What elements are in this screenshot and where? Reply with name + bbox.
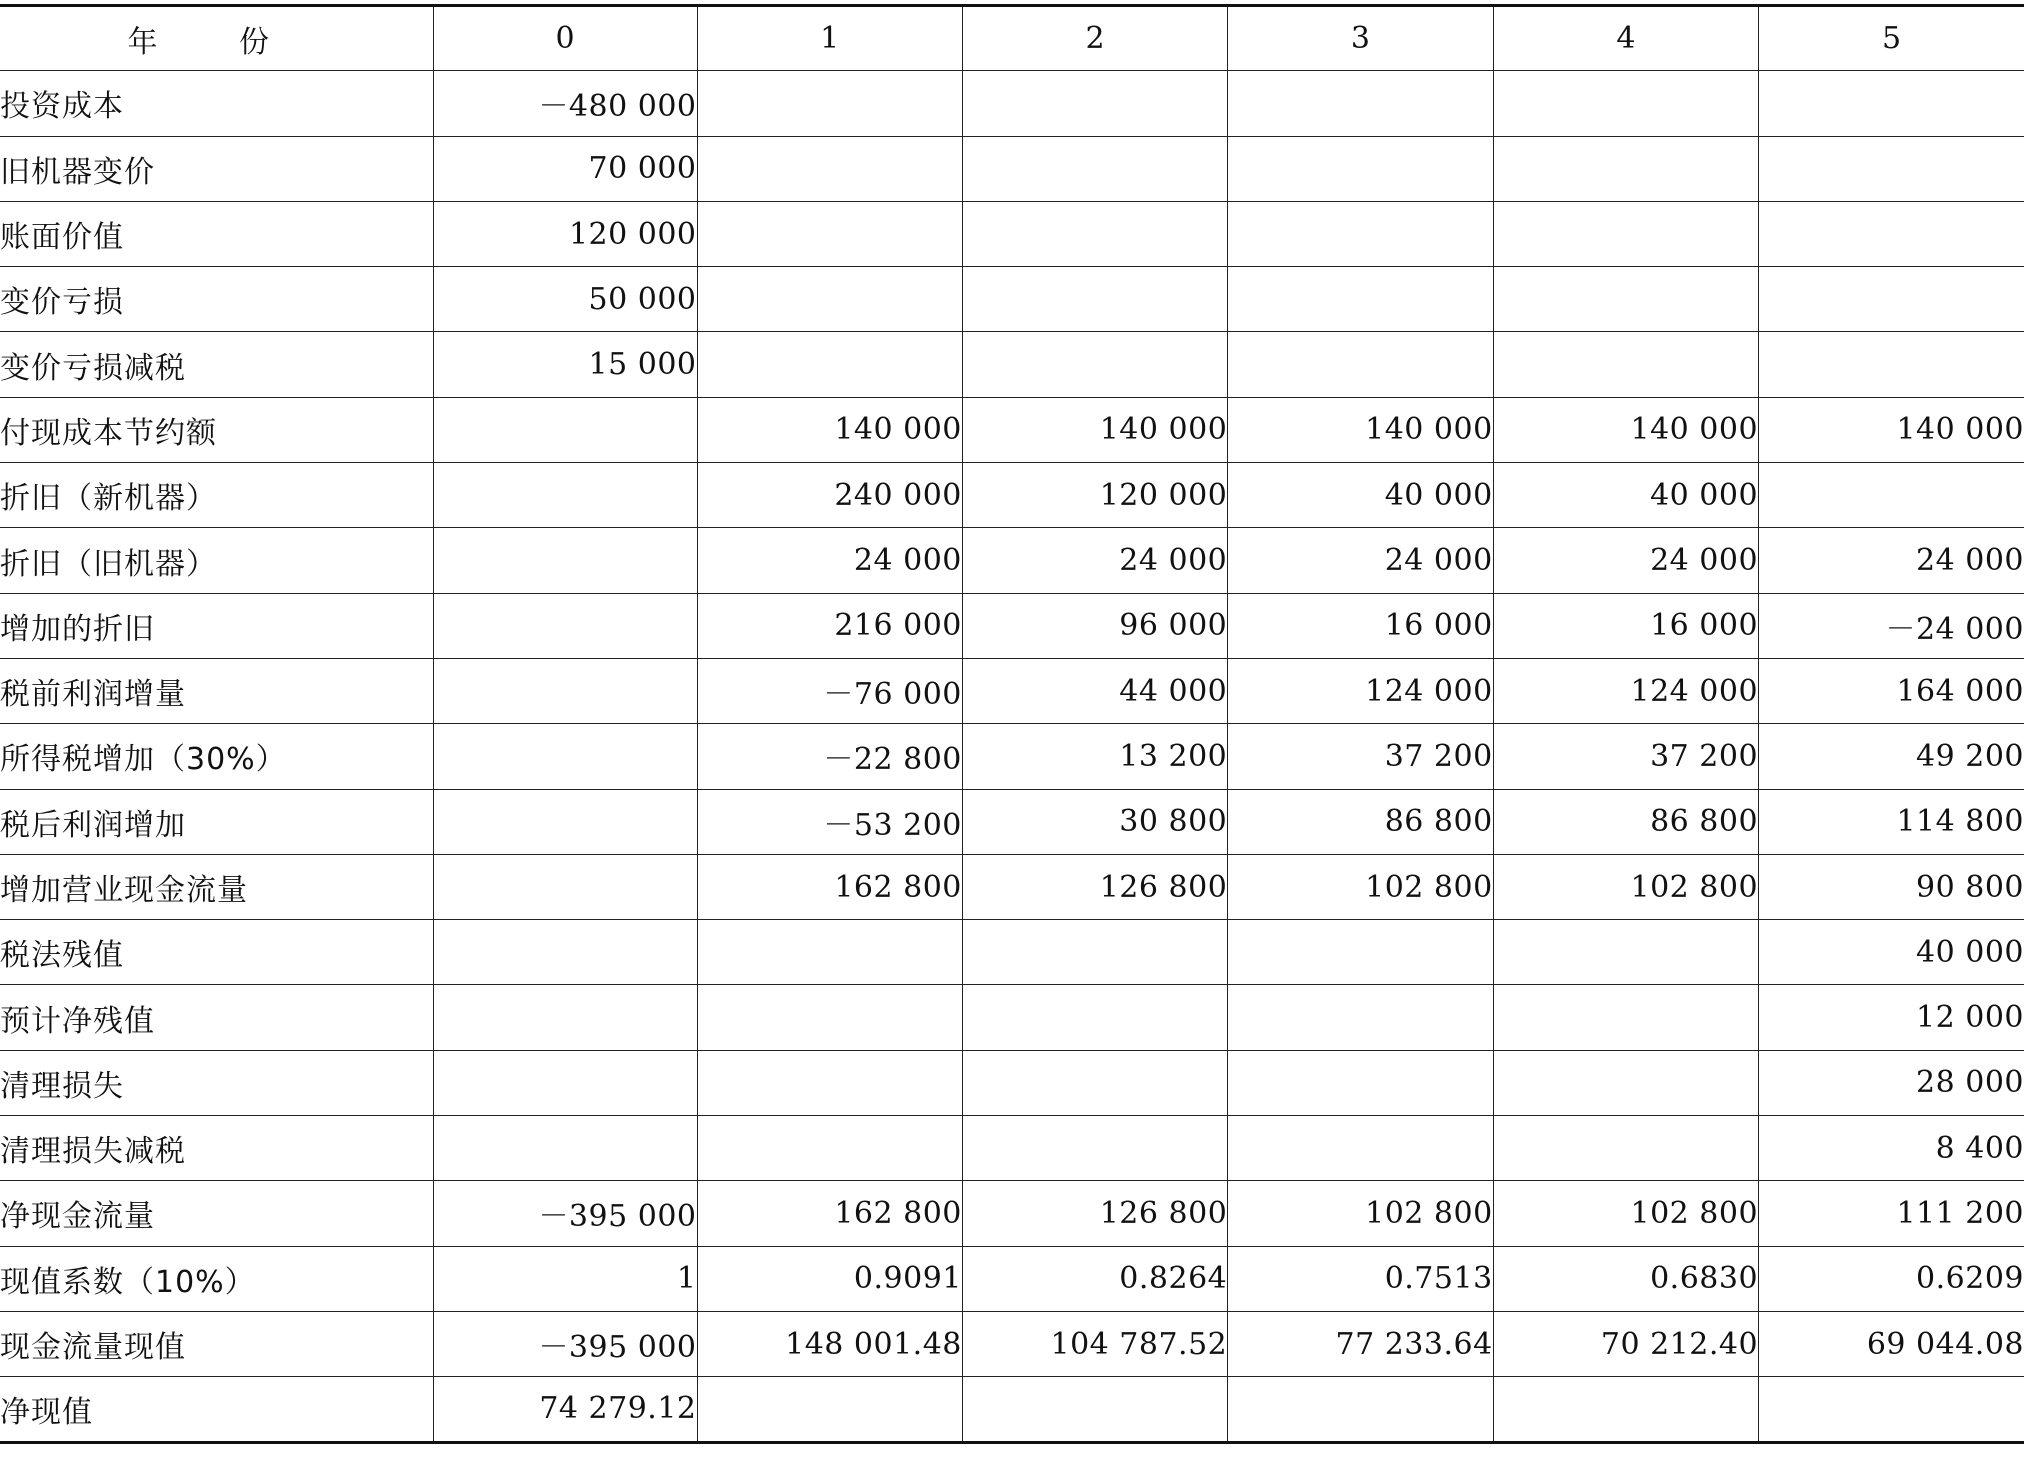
table-row [0,1181,2024,1246]
table-row [0,1311,2024,1376]
value-cell-year-5: 28 000 [1759,1050,2024,1115]
value-cell-year-4 [1493,1050,1758,1115]
value-cell-year-3 [1228,267,1493,332]
value-cell-year-5: 69 044.08 [1759,1311,2024,1376]
value-cell-year-5 [1759,136,2024,201]
row-label: 预计净残值 [0,985,433,1050]
value-cell-year-3: 24 000 [1228,528,1493,593]
table-row [0,267,2024,332]
value-cell-year-4: 0.6830 [1493,1246,1758,1311]
value-cell-year-5: 114 800 [1759,789,2024,854]
value-cell-year-4: 102 800 [1493,1181,1758,1246]
row-label: 付现成本节约额 [0,397,433,462]
value-cell-year-0 [433,854,697,919]
value-cell-year-3: 77 233.64 [1228,1311,1493,1376]
value-cell-year-0 [433,920,697,985]
table-row [0,71,2024,136]
value-cell-year-0 [433,658,697,723]
value-cell-year-4: 102 800 [1493,854,1758,919]
value-cell-year-5 [1759,1377,2024,1442]
value-cell-year-4: 86 800 [1493,789,1758,854]
value-cell-year-4 [1493,985,1758,1050]
value-cell-year-3: 16 000 [1228,593,1493,658]
value-cell-year-0: 15 000 [433,332,697,397]
row-label: 变价亏损减税 [0,332,433,397]
header-year-0: 0 [433,6,697,71]
value-cell-year-5: 24 000 [1759,528,2024,593]
value-cell-year-3 [1228,201,1493,266]
value-cell-year-3: 102 800 [1228,854,1493,919]
row-label: 变价亏损 [0,267,433,332]
value-cell-year-1 [697,71,962,136]
cash-flow-table-container [0,4,2024,1444]
row-label: 清理损失减税 [0,1116,433,1181]
value-cell-year-2 [962,920,1227,985]
value-cell-year-0: 120 000 [433,201,697,266]
table-row [0,985,2024,1050]
value-cell-year-1 [697,201,962,266]
value-cell-year-3: 0.7513 [1228,1246,1493,1311]
value-cell-year-2: 13 200 [962,724,1227,789]
header-year-2: 2 [962,6,1227,71]
table-row [0,136,2024,201]
value-cell-year-1 [697,1116,962,1181]
value-cell-year-1: 140 000 [697,397,962,462]
value-cell-year-0: 70 000 [433,136,697,201]
value-cell-year-2: 44 000 [962,658,1227,723]
value-cell-year-2 [962,201,1227,266]
value-cell-year-1: 216 000 [697,593,962,658]
value-cell-year-4 [1493,1116,1758,1181]
value-cell-year-1: 148 001.48 [697,1311,962,1376]
value-cell-year-5: 140 000 [1759,397,2024,462]
value-cell-year-3 [1228,71,1493,136]
row-label: 折旧（新机器） [0,463,433,528]
value-cell-year-1: 162 800 [697,854,962,919]
row-label: 投资成本 [0,71,433,136]
value-cell-year-2: 0.8264 [962,1246,1227,1311]
value-cell-year-4: 40 000 [1493,463,1758,528]
table-row [0,463,2024,528]
row-label: 净现值 [0,1377,433,1442]
value-cell-year-4: 37 200 [1493,724,1758,789]
value-cell-year-0 [433,789,697,854]
value-cell-year-2 [962,136,1227,201]
value-cell-year-5: －24 000 [1759,593,2024,658]
value-cell-year-5: 164 000 [1759,658,2024,723]
value-cell-year-4 [1493,920,1758,985]
value-cell-year-2: 126 800 [962,1181,1227,1246]
value-cell-year-1: 240 000 [697,463,962,528]
value-cell-year-2: 24 000 [962,528,1227,593]
row-label: 税法残值 [0,920,433,985]
value-cell-year-5: 49 200 [1759,724,2024,789]
value-cell-year-5: 8 400 [1759,1116,2024,1181]
value-cell-year-4 [1493,267,1758,332]
value-cell-year-4: 140 000 [1493,397,1758,462]
value-cell-year-4: 24 000 [1493,528,1758,593]
value-cell-year-5: 12 000 [1759,985,2024,1050]
row-label: 折旧（旧机器） [0,528,433,593]
table-row [0,1246,2024,1311]
value-cell-year-2: 140 000 [962,397,1227,462]
value-cell-year-0: －480 000 [433,71,697,136]
value-cell-year-3: 40 000 [1228,463,1493,528]
row-label: 账面价值 [0,201,433,266]
value-cell-year-1 [697,1050,962,1115]
table-row [0,593,2024,658]
value-cell-year-4 [1493,136,1758,201]
value-cell-year-1: 162 800 [697,1181,962,1246]
value-cell-year-3 [1228,332,1493,397]
value-cell-year-5 [1759,332,2024,397]
table-row [0,1050,2024,1115]
row-label: 税前利润增量 [0,658,433,723]
row-label: 增加营业现金流量 [0,854,433,919]
value-cell-year-1 [697,267,962,332]
value-cell-year-0: －395 000 [433,1181,697,1246]
value-cell-year-0: －395 000 [433,1311,697,1376]
header-year-label: 年 份 [0,6,433,71]
table-row [0,528,2024,593]
value-cell-year-3 [1228,985,1493,1050]
table-row [0,1377,2024,1442]
value-cell-year-2 [962,1116,1227,1181]
row-label: 增加的折旧 [0,593,433,658]
value-cell-year-4: 16 000 [1493,593,1758,658]
table-header-row [0,6,2024,71]
value-cell-year-3 [1228,136,1493,201]
row-label: 现金流量现值 [0,1311,433,1376]
value-cell-year-2 [962,1050,1227,1115]
value-cell-year-5: 90 800 [1759,854,2024,919]
value-cell-year-3 [1228,1377,1493,1442]
value-cell-year-3 [1228,920,1493,985]
value-cell-year-1: －22 800 [697,724,962,789]
value-cell-year-1 [697,920,962,985]
value-cell-year-4: 124 000 [1493,658,1758,723]
value-cell-year-5 [1759,267,2024,332]
value-cell-year-4 [1493,71,1758,136]
value-cell-year-1 [697,332,962,397]
value-cell-year-4 [1493,201,1758,266]
table-row [0,332,2024,397]
table-row [0,1116,2024,1181]
value-cell-year-2 [962,71,1227,136]
value-cell-year-5 [1759,201,2024,266]
value-cell-year-3 [1228,1050,1493,1115]
header-year-5: 5 [1759,6,2024,71]
value-cell-year-1: 24 000 [697,528,962,593]
table-row [0,724,2024,789]
value-cell-year-5: 0.6209 [1759,1246,2024,1311]
row-label: 税后利润增加 [0,789,433,854]
table-row [0,658,2024,723]
value-cell-year-5 [1759,71,2024,136]
value-cell-year-2: 120 000 [962,463,1227,528]
value-cell-year-2: 96 000 [962,593,1227,658]
row-label: 现值系数（10%） [0,1246,433,1311]
value-cell-year-0 [433,397,697,462]
value-cell-year-4: 70 212.40 [1493,1311,1758,1376]
header-year-3: 3 [1228,6,1493,71]
value-cell-year-2: 126 800 [962,854,1227,919]
value-cell-year-3: 86 800 [1228,789,1493,854]
value-cell-year-0 [433,463,697,528]
table-row [0,854,2024,919]
cash-flow-table [0,4,2024,1444]
table-row [0,397,2024,462]
row-label: 所得税增加（30%） [0,724,433,789]
value-cell-year-0: 1 [433,1246,697,1311]
row-label: 旧机器变价 [0,136,433,201]
value-cell-year-1: －76 000 [697,658,962,723]
value-cell-year-5: 111 200 [1759,1181,2024,1246]
value-cell-year-4 [1493,1377,1758,1442]
value-cell-year-0 [433,1050,697,1115]
table-row [0,920,2024,985]
value-cell-year-3: 124 000 [1228,658,1493,723]
value-cell-year-1 [697,136,962,201]
value-cell-year-5 [1759,463,2024,528]
value-cell-year-3: 140 000 [1228,397,1493,462]
value-cell-year-2: 104 787.52 [962,1311,1227,1376]
table-row [0,789,2024,854]
value-cell-year-4 [1493,332,1758,397]
value-cell-year-0 [433,593,697,658]
value-cell-year-2 [962,985,1227,1050]
value-cell-year-1: －53 200 [697,789,962,854]
value-cell-year-3: 37 200 [1228,724,1493,789]
value-cell-year-0 [433,985,697,1050]
value-cell-year-1 [697,985,962,1050]
value-cell-year-1 [697,1377,962,1442]
value-cell-year-1: 0.9091 [697,1246,962,1311]
value-cell-year-3 [1228,1116,1493,1181]
value-cell-year-5: 40 000 [1759,920,2024,985]
row-label: 清理损失 [0,1050,433,1115]
value-cell-year-0 [433,1116,697,1181]
value-cell-year-3: 102 800 [1228,1181,1493,1246]
value-cell-year-0 [433,528,697,593]
table-row [0,201,2024,266]
row-label: 净现金流量 [0,1181,433,1246]
value-cell-year-2 [962,267,1227,332]
value-cell-year-0 [433,724,697,789]
value-cell-year-0: 50 000 [433,267,697,332]
header-year-4: 4 [1493,6,1758,71]
value-cell-year-0: 74 279.12 [433,1377,697,1442]
value-cell-year-2 [962,332,1227,397]
value-cell-year-2: 30 800 [962,789,1227,854]
value-cell-year-2 [962,1377,1227,1442]
header-year-1: 1 [697,6,962,71]
